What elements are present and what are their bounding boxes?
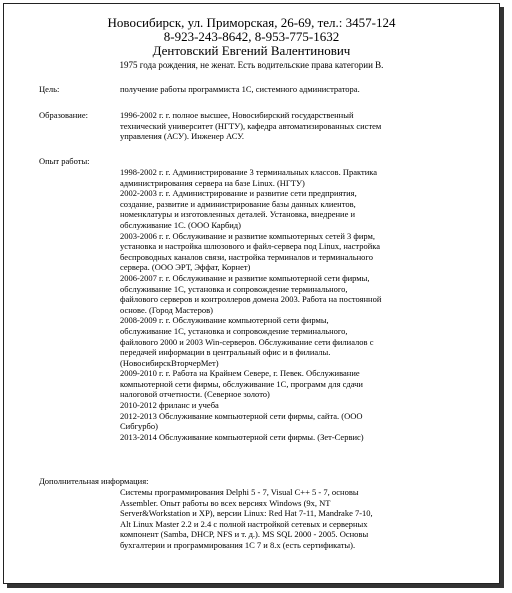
- experience-line: 2010-2012 фриланс и учеба: [120, 400, 219, 411]
- experience-line: обслуживание 1С, установка и сопровождение терминального,: [120, 283, 348, 294]
- experience-line: 2008-2009 г. г. Обслуживание компьютерной сети фирмы,: [120, 315, 329, 326]
- full-name: Дентовский Евгений Валентинович: [152, 43, 351, 58]
- experience-line: налоговой отчетности. (Северное золото): [120, 389, 270, 400]
- experience-line: файлового 2000 и 2003 Win-серверов. Обслуживание сети филиалов с: [120, 336, 374, 347]
- experience-line: компьютерной сети фирмы, обслуживание 1С, программ для сдачи: [120, 378, 363, 389]
- experience-line: администрирования сервера на базе Linux. (НГТУ): [120, 177, 305, 188]
- education-lines: [120, 110, 420, 142]
- additional-lines: [120, 487, 420, 551]
- experience-line: обслуживание 1С. (ООО Карбид): [120, 219, 241, 230]
- additional-line: Assembler. Опыт работы во всех версиях Windows (9x, NT: [120, 497, 331, 508]
- experience-line: 2002-2003 г. г. Администрирование и развитие сети предприятия,: [120, 188, 357, 199]
- experience-line: передачей информации в центральный офис и в филиалы.: [120, 347, 331, 358]
- experience-line: 2013-2014 Обслуживание компьютерной сети фирмы. (Зет-Сервис): [120, 431, 364, 442]
- experience-text: [120, 167, 420, 442]
- experience-line: 2009-2010 г. г. Работа на Крайнем Севере, г. Певек. Обслуживание: [120, 368, 360, 379]
- additional-line: бухгалтерии и программирования 1С 7 и 8.х (есть сертификаты).: [120, 539, 356, 550]
- address-line: Новосибирск, ул. Приморская, 26-69, тел.: 3457-124: [107, 15, 396, 30]
- education-line: технический университет (НГТУ), кафедра автоматизированных систем: [120, 120, 382, 131]
- resume-page: [3, 3, 500, 584]
- experience-line: обслуживание 1С, установка и сопровождение терминального,: [120, 325, 348, 336]
- experience-line: Сибгурбо): [120, 421, 158, 432]
- experience-line: сервера. (ООО ЭРТ, Эффат, Корнет): [120, 262, 251, 273]
- experience-line: номенклатуры и изготовленных деталей. Установка, внедрение и: [120, 209, 356, 220]
- experience-line: 2006-2007 г. г. Обслуживание и развитие компьютерной сети фирмы,: [120, 272, 370, 283]
- experience-line: беспроводных каналов связи, настройка терминалов и терминального: [120, 251, 373, 262]
- additional-text: [120, 487, 420, 551]
- goal-text: [120, 84, 420, 95]
- education-label: Образование:: [39, 110, 88, 120]
- additional-line: Alt Linux Master 2.2 и 2.4 с полной настройкой сетевых и серверных: [120, 518, 368, 529]
- experience-line: файлового серверов и контроллеров домена 2003. Работа на постоянной: [120, 294, 382, 305]
- goal-label: Цель:: [39, 84, 60, 94]
- experience-line: установка и настройка шлюзового и файл-сервера под Linux, настройка: [120, 241, 381, 252]
- additional-line: Server&Workstation и XP), версии Linux: Red Hat 7-11, Mandrake 7-10,: [120, 508, 373, 519]
- education-text: [120, 110, 420, 142]
- goal-lines: [120, 84, 420, 95]
- experience-label: Опыт работы:: [39, 156, 90, 166]
- experience-line: (НовосибирскВторчерМет): [120, 357, 219, 368]
- experience-line: 2012-2013 Обслуживание компьютерной сети фирмы, сайта. (ООО: [120, 410, 363, 421]
- personal-info: 1975 года рождения, не женат. Есть водительские права категории В.: [119, 60, 384, 70]
- education-line: управления (АСУ). Инженер АСУ.: [120, 131, 245, 142]
- experience-line: 1998-2002 г. г. Администрирование 3 терминальных классов. Практика: [120, 167, 378, 177]
- phones-line: 8-923-243-8642, 8-953-775-1632: [163, 29, 340, 44]
- goal-line: получение работы программиста 1С, системного администратора.: [120, 84, 360, 94]
- additional-line: Системы программирования Delphi 5 - 7, Visual C++ 5 - 7, основы: [120, 487, 359, 497]
- experience-line: 2003-2006 г. г. Обслуживание и развитие компьютерных сетей 3 фирм,: [120, 230, 376, 241]
- additional-line: компонент (Samba, DHCP, NFS и т. д.). MS SQL 2000 - 2005. Основы: [120, 529, 369, 540]
- experience-line: создание, развитие и администрирование базы данных клиентов,: [120, 198, 356, 209]
- additional-label: Дополнительная информация:: [39, 476, 149, 486]
- experience-line: основе. (Город Мастеров): [120, 304, 213, 315]
- experience-lines: [120, 167, 420, 442]
- education-line: 1996-2002 г. г. полное высшее, Новосибирский государственный: [120, 110, 354, 120]
